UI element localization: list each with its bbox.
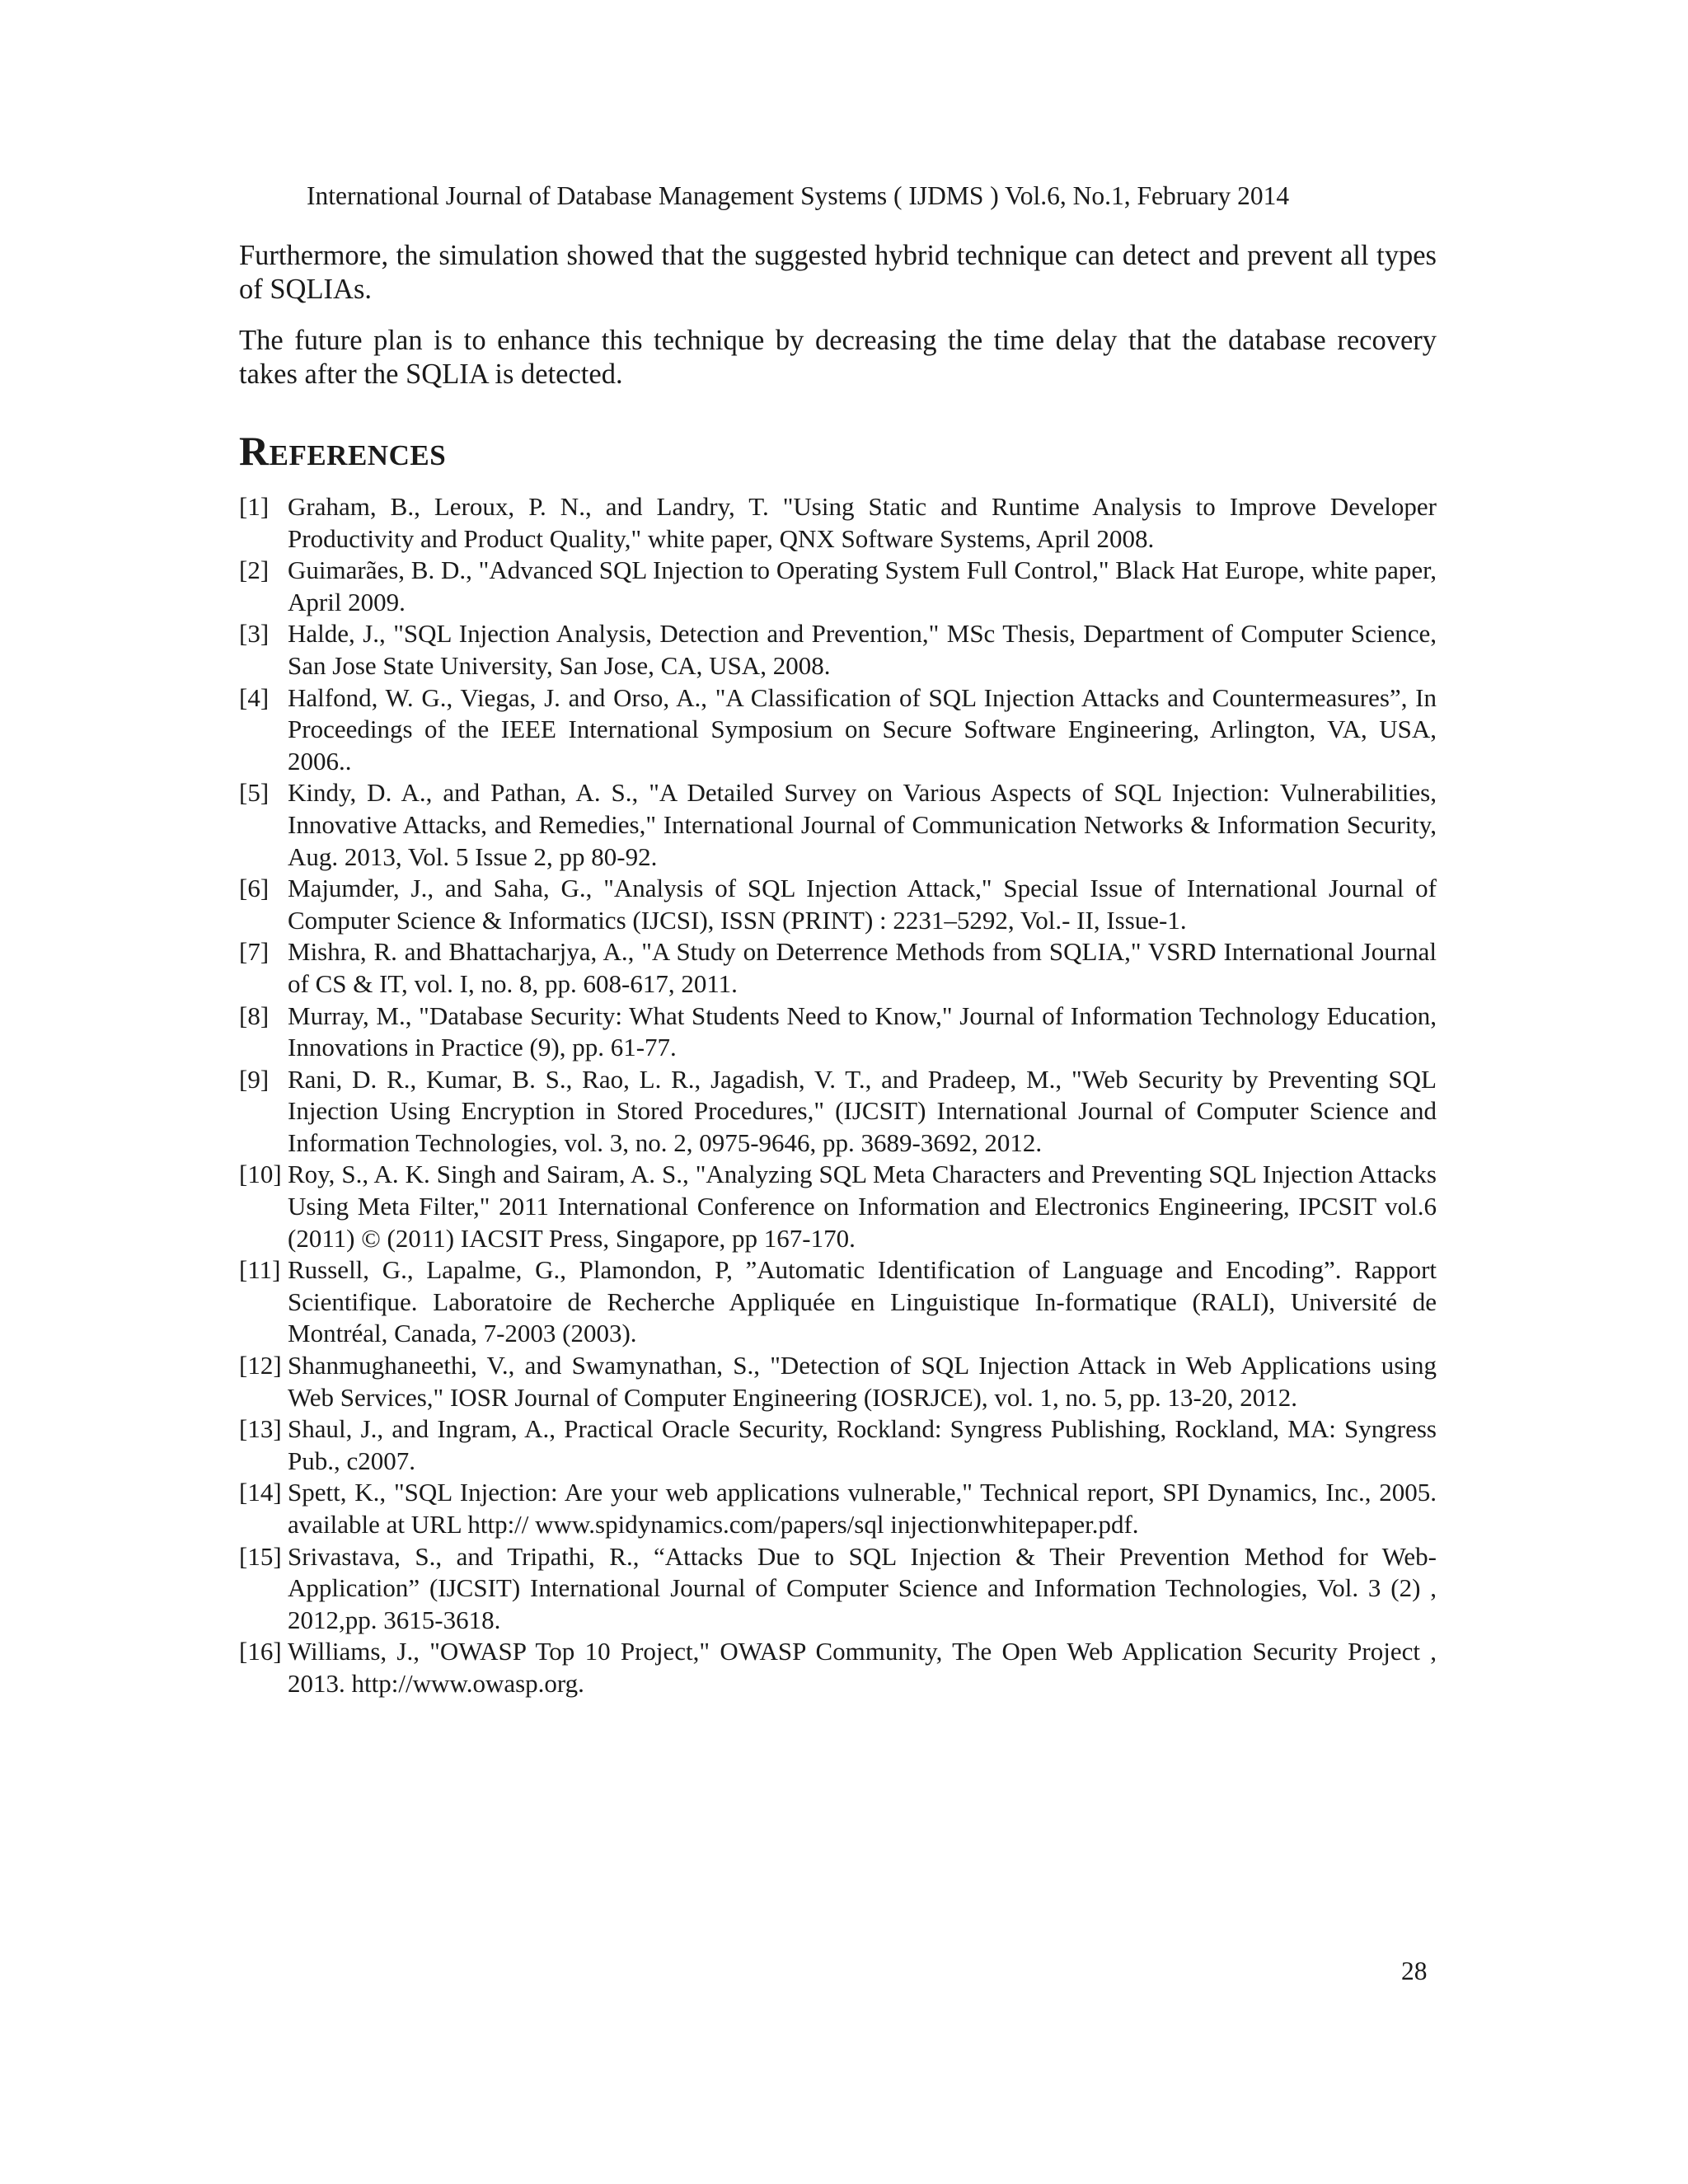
reference-item: [239, 491, 1437, 555]
reference-text: Majumder, J., and Saha, G., "Analysis of SQL Injection Attack," Special Issue of International Journal of Computer Science & Informatics (IJCSI), ISSN (PRINT) : 2231–5292, Vol.- II, Issue-1.: [288, 874, 1437, 935]
reference-item: [239, 1001, 1437, 1064]
reference-text: Rani, D. R., Kumar, B. S., Rao, L. R., Jagadish, V. T., and Pradeep, M., "Web Security by Preventing SQL Injection Using Encryption in Stored Procedures," (IJCSIT) International Journal of Computer Science and Information Technologies, vol. 3, no. 2, 0975-9646, pp. 3689-3692, 2012.: [288, 1064, 1437, 1157]
reference-number: [10]: [239, 1160, 282, 1189]
reference-number: [3]: [239, 619, 270, 649]
reference-text: Srivastava, S., and Tripathi, R., “Attacks Due to SQL Injection & Their Prevention Method for Web-Application” (IJCSIT) International Journal of Computer Science and Information Technologies, Vol. 3 (2) , 2012,pp. 3615-3618.: [288, 1541, 1437, 1634]
reference-number: [7]: [239, 937, 270, 967]
reference-number: [1]: [239, 492, 270, 521]
reference-number: [8]: [239, 1001, 270, 1030]
reference-item: [239, 1477, 1437, 1540]
page-number: 28: [1401, 1957, 1428, 1985]
reference-text: Halfond, W. G., Viegas, J. and Orso, A., "A Classification of SQL Injection Attacks and Countermeasures”, In Proceedings of the IEEE International Symposium on Secure Software Engineering, Arlington, VA, USA, 2006..: [288, 682, 1437, 776]
reference-number: [12]: [239, 1351, 282, 1380]
reference-item: [239, 682, 1437, 778]
reference-number: [9]: [239, 1064, 270, 1094]
reference-number: [13]: [239, 1414, 282, 1444]
reference-item: [239, 873, 1437, 936]
reference-number: [16]: [239, 1637, 282, 1666]
references-list: [239, 491, 1437, 1700]
reference-number: [14]: [239, 1478, 282, 1507]
reference-text: Spett, K., "SQL Injection: Are your web applications vulnerable," Technical report, SPI Dynamics, Inc., 2005. available at URL http:// www.spidynamics.com/papers/sql injectionwhitepaper.pdf.: [288, 1478, 1437, 1539]
reference-number: [15]: [239, 1541, 282, 1571]
reference-number: [2]: [239, 555, 270, 585]
reference-text: Halde, J., "SQL Injection Analysis, Detection and Prevention," MSc Thesis, Department of Computer Science, San Jose State University, San Jose, CA, USA, 2008.: [288, 619, 1437, 680]
reference-text: Roy, S., A. K. Singh and Sairam, A. S., "Analyzing SQL Meta Characters and Preventing SQL Injection Attacks Using Meta Filter," 2011 International Conference on Information and Electronics Engineering, IPCSIT vol.6 (2011) © (2011) IACSIT Press, Singapore, pp 167-170.: [288, 1160, 1437, 1253]
reference-number: [4]: [239, 682, 270, 712]
reference-text: Graham, B., Leroux, P. N., and Landry, T. "Using Static and Runtime Analysis to Improve Developer Productivity and Product Quality," white paper, QNX Software Systems, April 2008.: [288, 492, 1437, 553]
reference-item: [239, 1064, 1437, 1160]
reference-text: Mishra, R. and Bhattacharjya, A., "A Study on Deterrence Methods from SQLIA," VSRD International Journal of CS & IT, vol. I, no. 8, pp. 608-617, 2011.: [288, 937, 1437, 998]
reference-text: Russell, G., Lapalme, G., Plamondon, P, ”Automatic Identification of Language and Encoding”. Rapport Scientifique. Laboratoire de Recherche Appliquée en Linguistique In-formatique (RALI), Université de Montréal, Canada, 7-2003 (2003).: [288, 1255, 1437, 1348]
reference-item: [239, 1159, 1437, 1254]
reference-text: Shanmughaneethi, V., and Swamynathan, S., "Detection of SQL Injection Attack in Web Applications using Web Services," IOSR Journal of Computer Engineering (IOSRJCE), vol. 1, no. 5, pp. 13-20, 2012.: [288, 1351, 1437, 1412]
reference-item: [239, 1254, 1437, 1350]
body-paragraph: The future plan is to enhance this technique by decreasing the time delay that the database recovery takes after the SQLIA is detected.: [239, 325, 1437, 390]
reference-number: [11]: [239, 1255, 281, 1285]
body-paragraph: Furthermore, the simulation showed that the suggested hybrid technique can detect and prevent all types of SQLIAs.: [239, 240, 1437, 305]
reference-text: Guimarães, B. D., "Advanced SQL Injection to Operating System Full Control," Black Hat Europe, white paper, April 2009.: [288, 555, 1437, 616]
reference-item: [239, 777, 1437, 873]
reference-item: [239, 1541, 1437, 1637]
running-header: International Journal of Database Management Systems ( IJDMS ) Vol.6, No.1, February 2014: [307, 181, 1290, 210]
reference-number: [6]: [239, 874, 270, 903]
reference-item: [239, 936, 1437, 1000]
reference-item: [239, 555, 1437, 618]
reference-item: [239, 1350, 1437, 1413]
reference-text: Kindy, D. A., and Pathan, A. S., "A Detailed Survey on Various Aspects of SQL Injection: Vulnerabilities, Innovative Attacks, and Remedies," International Journal of Communication Networks & Information Security, Aug. 2013, Vol. 5 Issue 2, pp 80-92.: [288, 778, 1437, 871]
reference-text: Murray, M., "Database Security: What Students Need to Know," Journal of Information Technology Education, Innovations in Practice (9), pp. 61-77.: [288, 1001, 1437, 1062]
reference-item: [239, 1413, 1437, 1477]
reference-number: [5]: [239, 778, 270, 808]
references-heading: References: [239, 428, 447, 474]
reference-text: Shaul, J., and Ingram, A., Practical Oracle Security, Rockland: Syngress Publishing, Rockland, MA: Syngress Pub., c2007.: [288, 1414, 1437, 1475]
reference-text: Williams, J., "OWASP Top 10 Project," OWASP Community, The Open Web Application Security Project , 2013. http://www.owasp.org.: [288, 1637, 1437, 1698]
reference-item: [239, 618, 1437, 682]
reference-item: [239, 1636, 1437, 1699]
